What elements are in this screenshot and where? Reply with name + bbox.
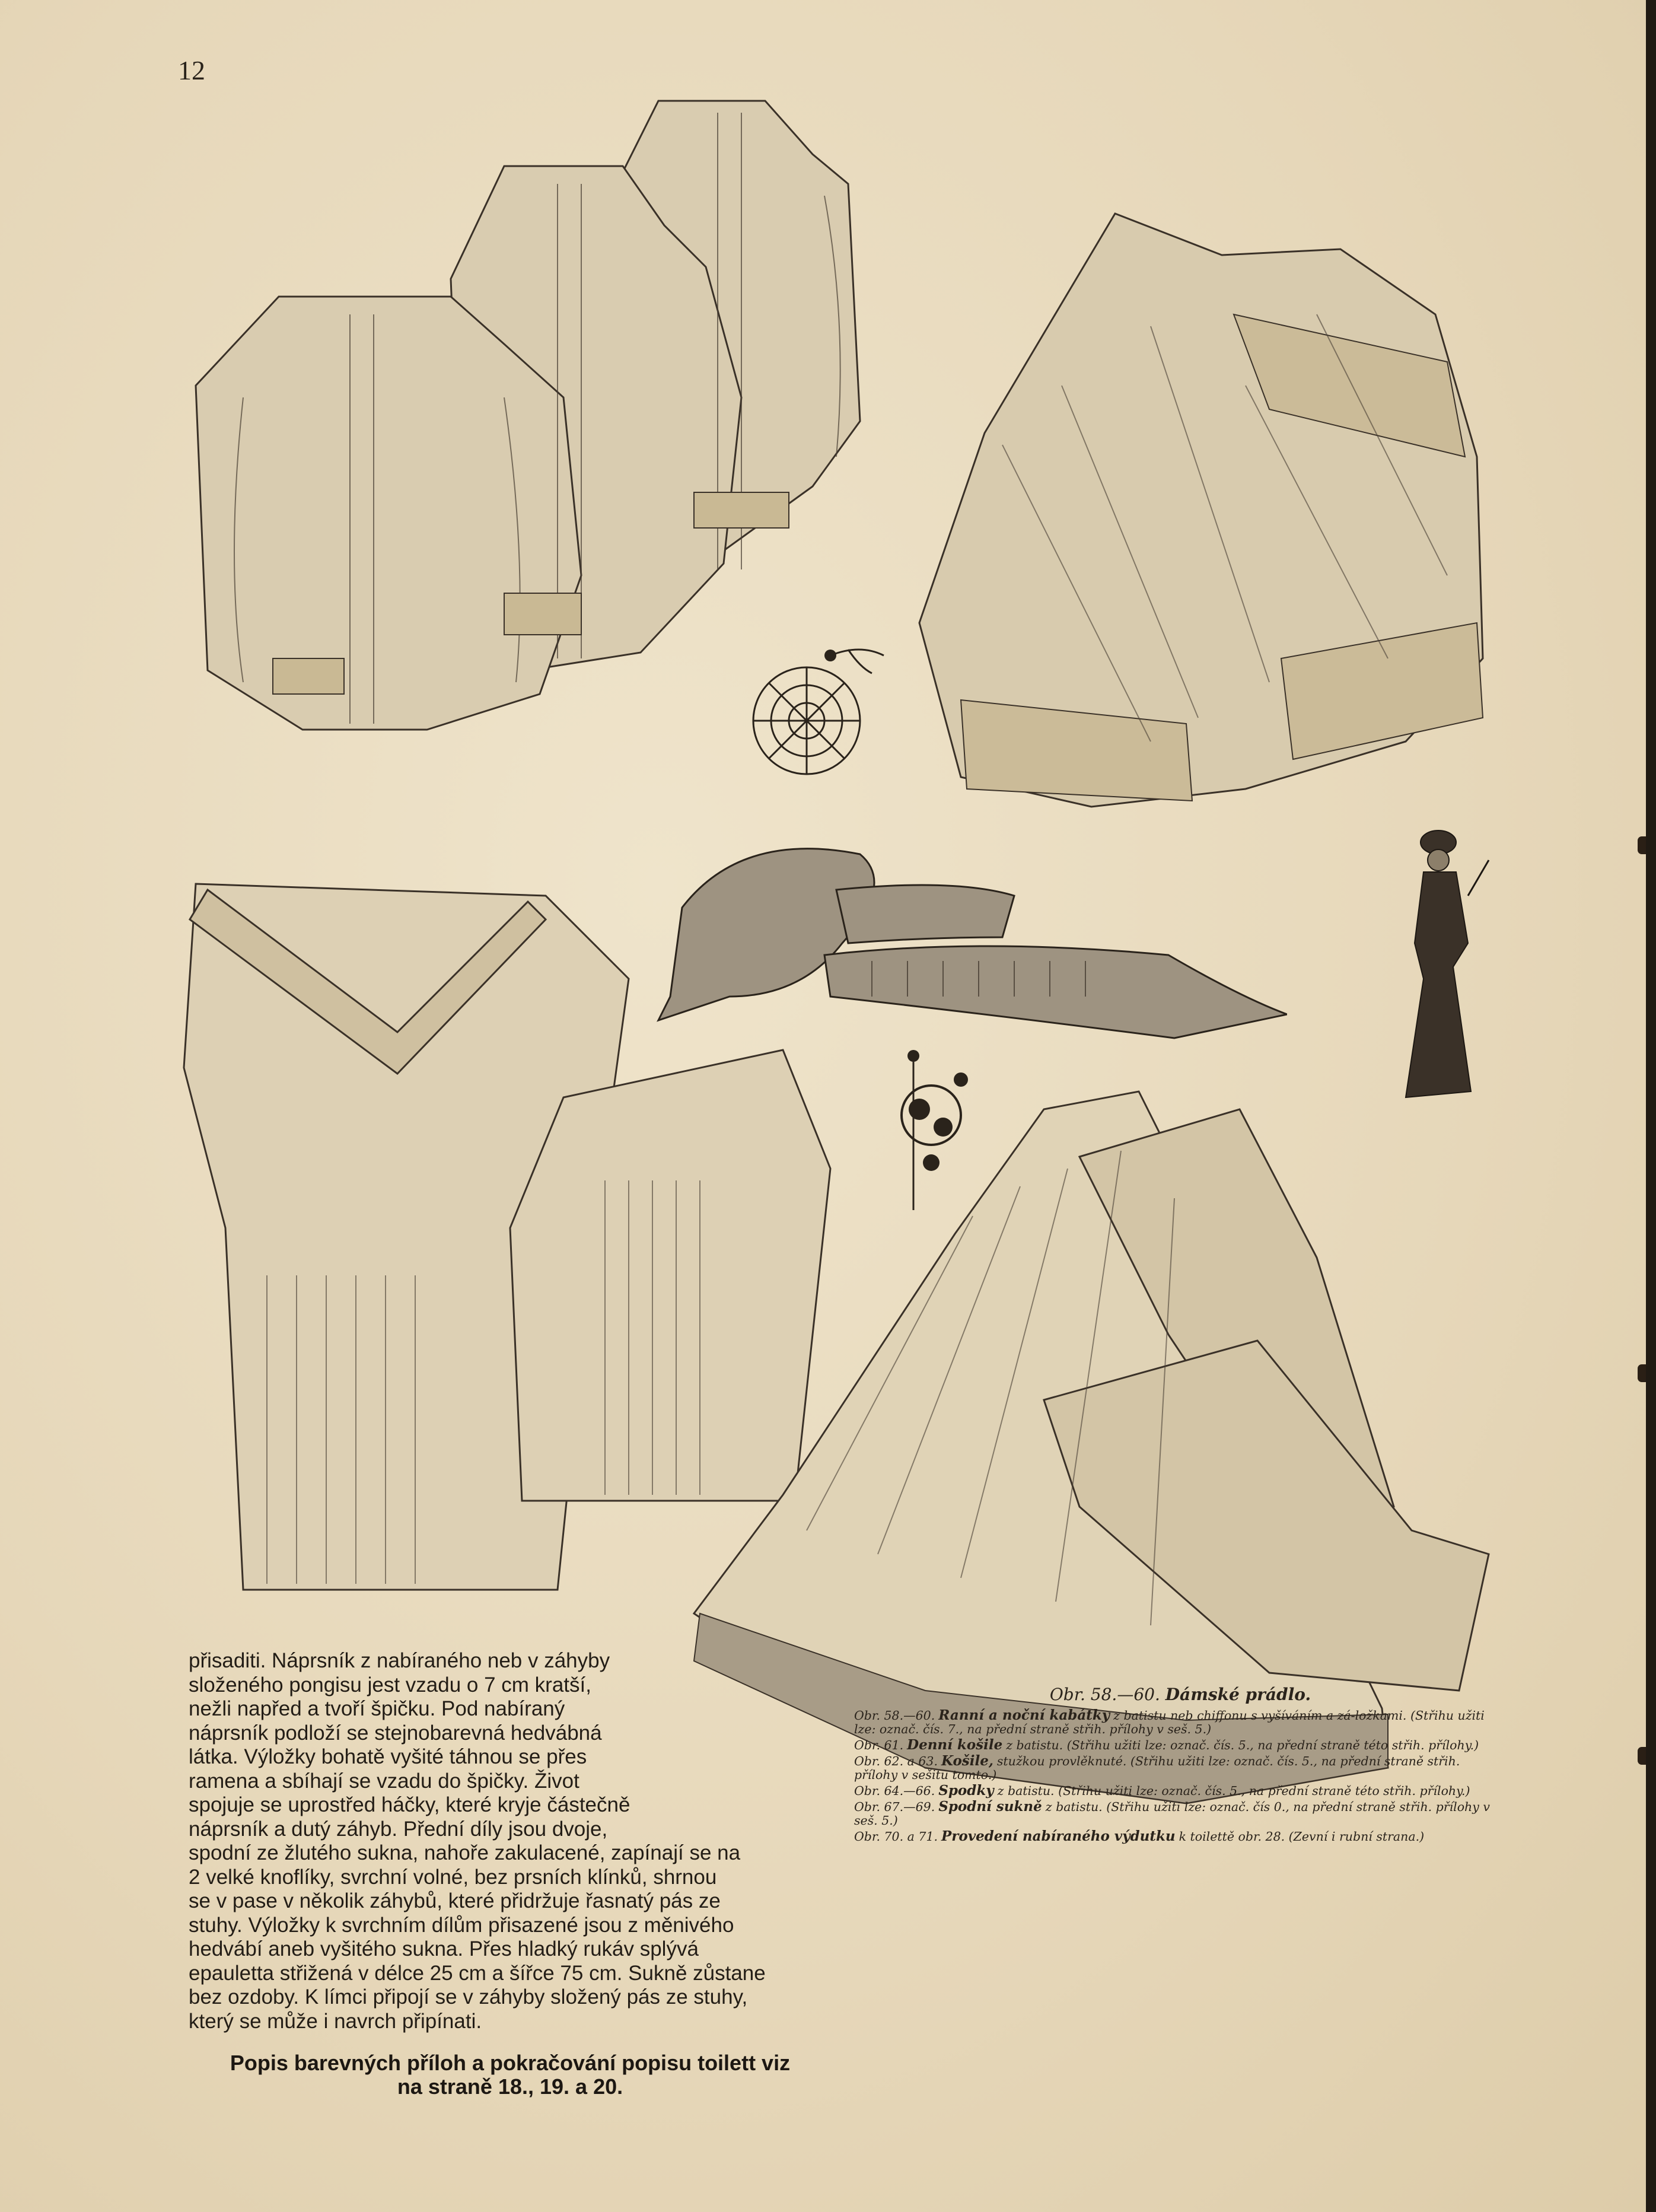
caption-ref: Obr. 61. [854, 1738, 904, 1752]
lady-figure-icon [1382, 825, 1501, 1109]
caption-lead: Spodní sukně [938, 1799, 1042, 1815]
caption-ref: Obr. 64.—66. [854, 1784, 935, 1798]
caption-item [854, 1708, 1495, 1736]
caption-lead: Spodky [938, 1783, 994, 1799]
text-line: hedvábí aneb vyšitého sukna. Přes hladký rukáv splývá [189, 1937, 699, 1960]
lady-figure [1382, 825, 1501, 1109]
caption-ref: Obr. 70. a 71. [854, 1829, 938, 1844]
caption-text: stužkou provlěknuté. (Střihu užiti lze: označ. čís. 5., na přední straně střih. přílohy v sešitu tomto.) [854, 1754, 1460, 1782]
text-line: spojuje se uprostřed háčky, které kryje částečně [189, 1793, 630, 1816]
caption-item [854, 1738, 1495, 1752]
caption-ref: Obr. 67.—69. [854, 1800, 935, 1814]
caption-text: z batistu neb chiffonu s vyšíváním a zá-ložkami. (Střihu užiti lze: označ. čís. 7., na přední straně střih. přílohy v seš. 5.) [854, 1708, 1485, 1736]
text-line: přisaditi. Náprsník z nabíraného neb v záhyby [189, 1649, 610, 1672]
caption-title-ref: Obr. 58.—60. [1049, 1685, 1160, 1704]
article-body-text [189, 1649, 829, 2033]
figure-caption-title [866, 1685, 1495, 1704]
binding-spine [1646, 0, 1656, 2212]
caption-lead: Provedení nabíraného výdutku [941, 1828, 1176, 1844]
colour-supplement-note [214, 2051, 807, 2099]
text-line: spodní ze žlutého sukna, nahoře zakulacené, zapínají se na [189, 1841, 741, 1864]
text-line: náprsník a dutý záhyb. Přední díly jsou dvoje, [189, 1817, 608, 1841]
garment-bloomers-icon [913, 208, 1501, 813]
caption-item [854, 1829, 1495, 1844]
figure-captions [854, 1708, 1495, 1845]
caption-ref: Obr. 58.—60. [854, 1708, 935, 1723]
page-number: 12 [178, 55, 205, 85]
text-line: se v pase v několik záhybů, které přidržuje řasnatý pás ze [189, 1889, 721, 1912]
caption-item [854, 1784, 1495, 1798]
caption-lead: Košile, [941, 1753, 993, 1769]
text-line: nežli napřed a tvoří špičku. Pod nabíraný [189, 1697, 565, 1720]
caption-text: z batistu. (Střihu užiti lze: označ. čís. 5., na přední straně této střih. přílohy.) [1006, 1738, 1479, 1752]
bloomers-illustration [913, 208, 1501, 813]
caption-lead: Ranní a noční kabátky [938, 1707, 1110, 1723]
text-line: náprsník podloží se stejnobarevná hedvábná [189, 1721, 602, 1745]
text-line: 2 velké knoflíky, svrchní volné, bez prsních klínků, shrnou [189, 1865, 717, 1889]
cap-illustration [647, 819, 1287, 1068]
spiderweb-ornament-icon [741, 632, 896, 786]
caption-text: z batistu. (Střihu užiti lze: označ. čís 0., na přední straně střih. přílohy v seš. 5.) [854, 1800, 1490, 1828]
caption-item [854, 1800, 1495, 1828]
garment-cap-icon [647, 819, 1287, 1068]
caption-lead: Denní košile [907, 1737, 1003, 1753]
binding-tab [1638, 1364, 1646, 1382]
text-line: látka. Výložky bohatě vyšité táhnou se přes [189, 1745, 587, 1768]
text-line: který se může i navrch připínati. [189, 2009, 482, 2033]
caption-title-main: Dámské prádlo. [1165, 1685, 1311, 1704]
text-line: složeného pongisu jest vzadu o 7 cm kratší, [189, 1673, 591, 1697]
caption-item [854, 1754, 1495, 1782]
text-line: stuhy. Výložky k svrchním dílům přisazené jsou z měnivého [189, 1913, 734, 1937]
spiderweb-ornament [741, 632, 896, 786]
binding-tab [1638, 1747, 1646, 1765]
caption-text: k toilettě obr. 28. (Zevní i rubní strana.) [1179, 1829, 1425, 1844]
footer-line: Popis barevných příloh a pokračování popisu toilett viz [230, 2051, 791, 2075]
caption-text: z batistu. (Střihu užiti lze: označ. čís. 5., na přední straně této střih. přílohy.) [997, 1784, 1470, 1798]
text-line: bez ozdoby. K límci připojí se v záhyby složený pás ze stuhy, [189, 1985, 748, 2009]
text-line: epauletta střižená v délce 25 cm a šířce 75 cm. Sukně zůstane [189, 1961, 766, 1985]
binding-tab [1638, 836, 1646, 854]
caption-ref: Obr. 62. a 63. [854, 1754, 938, 1768]
text-line: ramena a sbíhají se vzadu do špičky. Život [189, 1769, 579, 1793]
footer-line: na straně 18., 19. a 20. [397, 2074, 623, 2099]
